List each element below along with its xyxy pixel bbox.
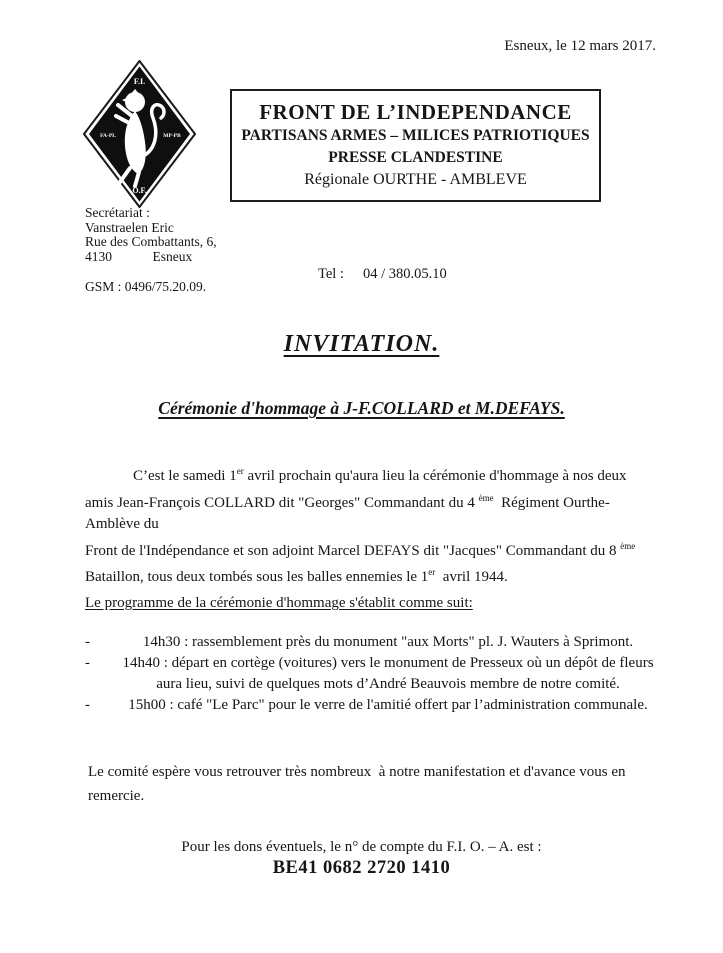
body-line1-cont: avril prochain qu'aura lieu la cérémonie d'hommage à nos deux bbox=[243, 468, 627, 484]
badge-right-label: MP-PB bbox=[163, 133, 181, 139]
body-line5: Bataillon, tous deux tombés sous les balles ennemies le 1 bbox=[85, 569, 429, 585]
secretariat-block bbox=[85, 206, 217, 264]
secretariat-label: Secrétariat : bbox=[85, 205, 150, 220]
org-regional-line: Régionale OURTHE - AMBLEVE bbox=[304, 171, 527, 188]
list-dash: - bbox=[85, 697, 90, 713]
letter-date: Esneux, le 12 mars 2017. bbox=[504, 38, 656, 54]
badge-bottom-label: O.F. bbox=[132, 186, 147, 195]
programme-item bbox=[85, 632, 663, 653]
programme-item bbox=[85, 653, 663, 695]
organization-header-box bbox=[230, 89, 601, 202]
badge-left-label: FA-PL bbox=[100, 133, 116, 139]
list-dash: - bbox=[85, 634, 90, 650]
tel-label: Tel : bbox=[318, 266, 344, 282]
iban-number: BE41 0682 2720 1410 bbox=[272, 858, 451, 878]
programme-list bbox=[85, 632, 663, 716]
invitation-title: INVITATION. bbox=[283, 331, 440, 357]
body-paragraph bbox=[85, 461, 657, 589]
programme-item-text bbox=[113, 653, 663, 695]
secretariat-city: 4130 Esneux bbox=[85, 248, 193, 264]
closing-paragraph bbox=[88, 760, 658, 808]
org-name: FRONT DE L’INDEPENDANCE bbox=[259, 100, 572, 124]
programme-item bbox=[85, 695, 663, 716]
ordinal-sup: er bbox=[428, 567, 436, 577]
tel-line bbox=[318, 266, 447, 283]
closing-line1: Le comité espère vous retrouver très nombreux à notre manifestation et d'avance vous en bbox=[88, 764, 626, 780]
fi-badge-logo bbox=[83, 60, 196, 208]
ordinal-sup: ème bbox=[620, 540, 636, 551]
programme-item2-line1: 14h40 : départ en cortège (voitures) vers le monument de Presseux où un dépôt de fleurs bbox=[122, 655, 654, 671]
badge-top-label: F.I. bbox=[133, 77, 146, 86]
ordinal-sup: er bbox=[236, 466, 244, 476]
programme-item2-line2: aura lieu, suivi de quelques mots d’André Beauvois membre de notre comité. bbox=[156, 676, 620, 692]
body-line4: Front de l'Indépendance et son adjoint Marcel DEFAYS dit "Jacques" Commandant du 8 bbox=[85, 542, 621, 559]
programme-heading: Le programme de la cérémonie d'hommage s'établit comme suit: bbox=[85, 595, 473, 611]
secretariat-name: Vanstraelen Eric bbox=[85, 219, 174, 235]
ordinal-sup: ème bbox=[478, 492, 494, 503]
body-line1: C’est le samedi 1 bbox=[133, 468, 237, 484]
ceremony-title: Cérémonie d'hommage à J-F.COLLARD et M.DEFAYS. bbox=[158, 398, 565, 418]
list-dash: - bbox=[85, 655, 90, 671]
closing-line2: remercie. bbox=[88, 788, 145, 804]
org-subtitle-1: PARTISANS ARMES – MILICES PATRIOTIQUES bbox=[241, 127, 590, 144]
gsm-line: GSM : 0496/75.20.09. bbox=[85, 279, 207, 294]
body-line5-cont: avril 1944. bbox=[435, 569, 508, 585]
body-line2: amis Jean-François COLLARD dit "Georges" Commandant du 4 bbox=[85, 494, 479, 511]
body-line3: Amblève du bbox=[85, 516, 159, 532]
programme-item-text: 15h00 : café "Le Parc" pour le verre de l'amitié offert par l’administration communale. bbox=[128, 697, 648, 713]
org-subtitle-2: PRESSE CLANDESTINE bbox=[328, 149, 503, 166]
donation-line: Pour les dons éventuels, le n° de compte du F.I. O. – A. est : bbox=[181, 839, 542, 855]
tel-number: 04 / 380.05.10 bbox=[362, 266, 447, 282]
secretariat-street: Rue des Combattants, 6, bbox=[85, 234, 217, 249]
programme-item-text: 14h30 : rassemblement près du monument "aux Morts" pl. J. Wauters à Sprimont. bbox=[142, 634, 634, 650]
body-line2-cont: Régiment Ourthe- bbox=[493, 494, 610, 511]
